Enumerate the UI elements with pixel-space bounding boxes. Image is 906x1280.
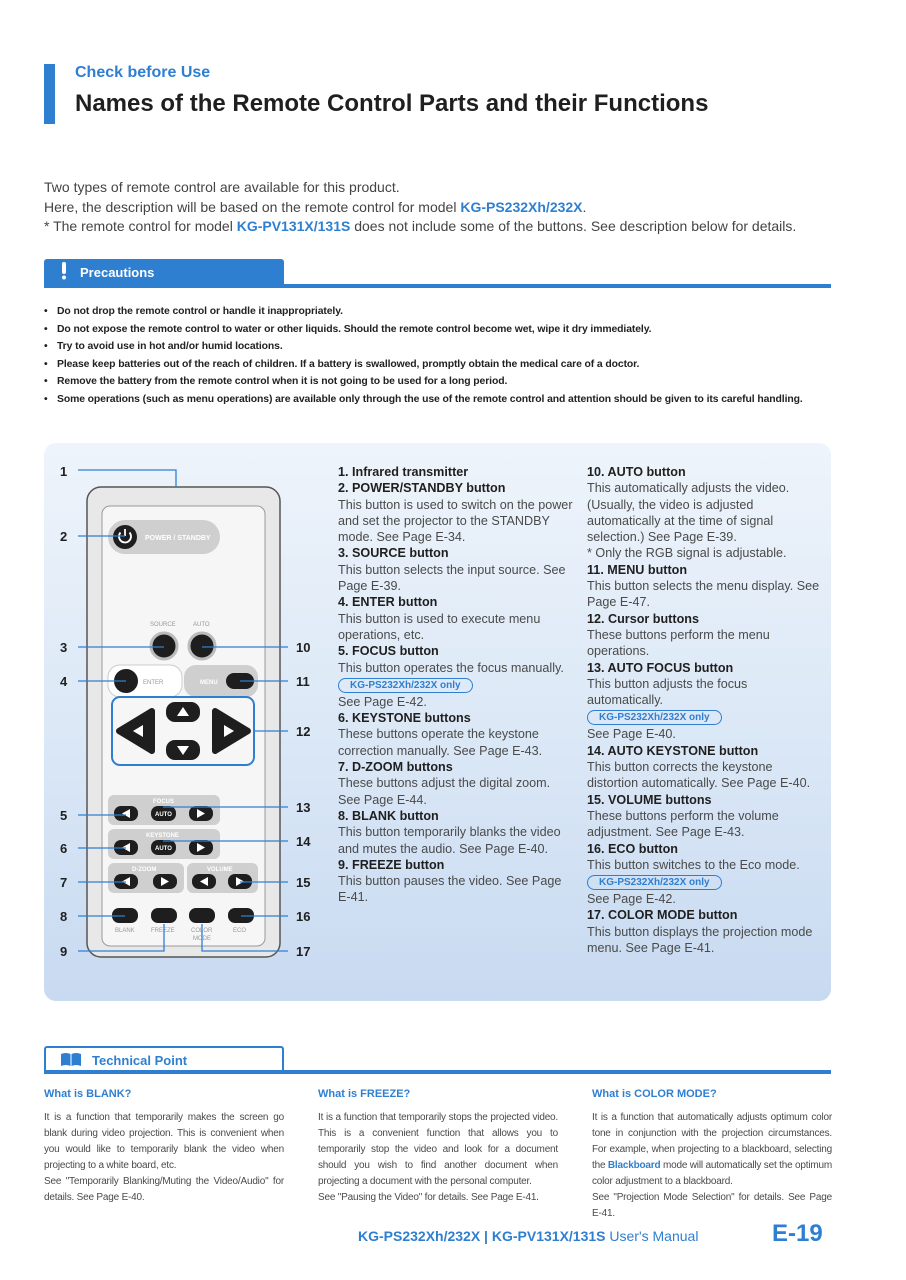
source-button	[151, 633, 177, 659]
callout-number: 16	[296, 909, 311, 924]
svg-text:AUTO: AUTO	[155, 812, 172, 818]
dzoom-label: D-ZOOM	[132, 867, 157, 873]
callout-number: 11	[296, 674, 310, 689]
item-description: See Page E-42.	[587, 892, 676, 907]
callout-number: 8	[60, 909, 68, 924]
svg-text:AUTO: AUTO	[155, 846, 172, 852]
list-item: • Remove the battery from the remote control when it is not going to be used for a long period.	[44, 373, 844, 391]
item-title: 3. SOURCE button	[338, 546, 449, 561]
tech-reference: See "Pausing the Video" for details. See Page E-41.	[318, 1192, 539, 1203]
item-title: 4. ENTER button	[338, 595, 438, 610]
callout-number: 4	[60, 674, 68, 689]
list-item: • Do not expose the remote control to water or other liquids. Should the remote control become wet, wipe it dry immediately.	[44, 321, 844, 339]
page-title: Names of the Remote Control Parts and their Functions	[75, 90, 709, 117]
callout-number: 5	[60, 808, 68, 823]
item-title: 17. COLOR MODE button	[587, 908, 738, 923]
item-title: 5. FOCUS button	[338, 644, 439, 659]
section-label: Check before Use	[75, 64, 211, 81]
descriptions-column-2	[587, 464, 823, 956]
item-title: 9. FREEZE button	[338, 857, 445, 872]
eco-label: ECO	[233, 928, 247, 934]
item-title: 16. ECO button	[587, 841, 678, 856]
color-mode-button	[189, 908, 215, 923]
item-title: 13. AUTO FOCUS button	[587, 660, 734, 675]
callout-number: 14	[296, 834, 311, 849]
item-description: This button selects the menu display. See Page E-47.	[587, 579, 820, 610]
intro-line-1: Two types of remote control are available for this product.	[44, 179, 400, 195]
item-description: These buttons perform the volume adjustment. See Page E-43.	[587, 808, 779, 840]
menu-label: MENU	[200, 680, 218, 686]
descriptions-column-1	[338, 464, 574, 906]
power-label: POWER / STANDBY	[145, 535, 211, 542]
callout-number: 3	[60, 640, 68, 655]
item-title: 6. KEYSTONE buttons	[338, 711, 471, 726]
list-item: • Do not drop the remote control or handle it inappropriately.	[44, 303, 844, 321]
item-title: 2. POWER/STANDBY button	[338, 481, 506, 496]
model-name: KG-PS232Xh/232X	[460, 198, 583, 215]
item-description: This button temporarily blanks the video and mutes the audio. See Page E-40.	[338, 825, 561, 856]
callout-number: 2	[60, 529, 68, 544]
enter-label: ENTER	[143, 680, 164, 686]
callout-number: 17	[296, 944, 311, 959]
item-description: This button operates the focus manually.	[338, 660, 564, 675]
item-description: This button corrects the keystone distortion automatically. See Page E-40.	[587, 760, 811, 791]
item-title: 11. MENU button	[587, 562, 688, 577]
callout-number: 10	[296, 640, 311, 655]
item-description: This button is used to switch on the power and set the projector to the STANDBY mode. See Page E-34.	[338, 497, 573, 545]
tech-heading: What is BLANK?	[44, 1088, 132, 1100]
item-description: This automatically adjusts the video. (Usually, the video is adjusted automatically at the time of signal selection.) See Page E-39.	[587, 481, 790, 545]
auto-label: AUTO	[193, 622, 210, 628]
focus-label: FOCUS	[153, 799, 174, 805]
item-description: These buttons perform the menu operations.	[587, 627, 770, 659]
list-item: • Some operations (such as menu operations) are available only through the use of the remote control and attention should be given to its careful handling.	[44, 391, 844, 409]
intro-line-3: * The remote control for model KG-PV131X/131S does not include some of the buttons. See description below for details.	[44, 218, 797, 234]
callout-number: 6	[60, 841, 68, 856]
auto-button	[189, 633, 215, 659]
item-description: This button adjusts the focus automatically.	[587, 676, 748, 708]
item-title: 14. AUTO KEYSTONE button	[587, 743, 759, 758]
tech-blank-section	[44, 1088, 284, 1206]
tech-heading: What is FREEZE?	[318, 1088, 411, 1100]
tech-heading: What is COLOR MODE?	[592, 1088, 717, 1100]
tech-freeze-section	[318, 1088, 558, 1206]
blackboard-term: Blackboard	[607, 1160, 661, 1171]
item-description: See Page E-42.	[338, 694, 427, 709]
item-title: 7. D-ZOOM buttons	[338, 760, 453, 775]
volume-label: VOLUME	[207, 867, 233, 873]
tech-paragraph: It is a function that temporarily stops the projected video. This is a convenient function that allows you to temporarily stop the video and look for a document should you wish to find another document when projecting a document with the personal computer.	[318, 1112, 558, 1187]
item-note: * Only the RGB signal is adjustable.	[587, 546, 787, 561]
mode-label: MODE	[193, 936, 211, 942]
item-title: 15. VOLUME buttons	[587, 792, 712, 807]
model-name: KG-PV131X/131S	[236, 218, 351, 234]
freeze-label: FREEZE	[151, 928, 175, 934]
color-label: COLOR	[191, 928, 213, 934]
tech-reference: See "Projection Mode Selection" for details. See Page E-41.	[592, 1192, 832, 1219]
footer-model-line	[358, 1228, 698, 1244]
item-description: These buttons operate the keystone correction manually. See Page E-43.	[338, 727, 543, 758]
model-only-badge: KG-PS232Xh/232X only	[338, 678, 473, 693]
callout-number: 12	[296, 724, 311, 739]
technical-point-title: Technical Point	[92, 1052, 188, 1068]
intro-line-2: Here, the description will be based on the remote control for model KG-PS232Xh/232X.	[44, 198, 587, 215]
freeze-button	[151, 908, 177, 923]
callout-number: 13	[296, 800, 311, 815]
item-title: 8. BLANK button	[338, 808, 439, 823]
callout-number: 1	[60, 464, 68, 479]
tech-paragraph: It is a function that temporarily makes the screen go blank during video projection. This is convenient when you would like to temporarily blank the video when projecting to a white board, etc.	[44, 1112, 284, 1171]
footer-models: KG-PS232Xh/232X | KG-PV131X/131S	[358, 1228, 606, 1244]
item-description: This button displays the projection mode menu. See Page E-41.	[587, 924, 813, 956]
item-description: This button switches to the Eco mode.	[587, 857, 800, 872]
page-number: E-19	[772, 1220, 823, 1247]
item-description: This button is used to execute menu operations, etc.	[338, 611, 541, 642]
model-only-badge: KG-PS232Xh/232X only	[587, 710, 722, 725]
tech-paragraph: It is a function that automatically adjusts optimum color tone in conjunction with the projection circumstances. For example, when projecting to a blackboard, selecting the Blackboard mode will automatically set the optimum color adjustment to a blackboard.	[592, 1112, 832, 1187]
keystone-label: KEYSTONE	[146, 833, 179, 839]
item-title: 10. AUTO button	[587, 465, 686, 479]
item-description: This button selects the input source. See Page E-39.	[338, 562, 566, 594]
model-only-badge: KG-PS232Xh/232X only	[587, 875, 722, 890]
technical-point-tab	[44, 1046, 284, 1072]
tech-color-mode-section	[592, 1088, 832, 1222]
item-title: 12. Cursor buttons	[587, 611, 699, 626]
tech-reference: See "Temporarily Blanking/Muting the Video/Audio" for details. See Page E-40.	[44, 1176, 284, 1203]
list-item: • Please keep batteries out of the reach of children. If a battery is swallowed, promptly obtain the medical care of a doctor.	[44, 356, 844, 374]
item-title: 1. Infrared transmitter	[338, 465, 469, 479]
item-description: See Page E-40.	[587, 727, 676, 742]
callout-number: 9	[60, 944, 68, 959]
list-item: • Try to avoid use in hot and/or humid locations.	[44, 338, 844, 356]
power-button	[113, 525, 137, 549]
book-icon	[60, 1052, 82, 1069]
callout-number: 7	[60, 875, 68, 890]
footer-manual: User's Manual	[605, 1228, 699, 1244]
blank-label: BLANK	[115, 928, 135, 934]
precautions-title: Precautions	[80, 264, 155, 280]
item-description: These buttons adjust the digital zoom. See Page E-44.	[338, 776, 551, 807]
source-label: SOURCE	[150, 622, 176, 628]
callout-number: 15	[296, 875, 311, 890]
divider	[44, 1070, 831, 1074]
item-description: This button pauses the video. See Page E-41.	[338, 874, 562, 905]
